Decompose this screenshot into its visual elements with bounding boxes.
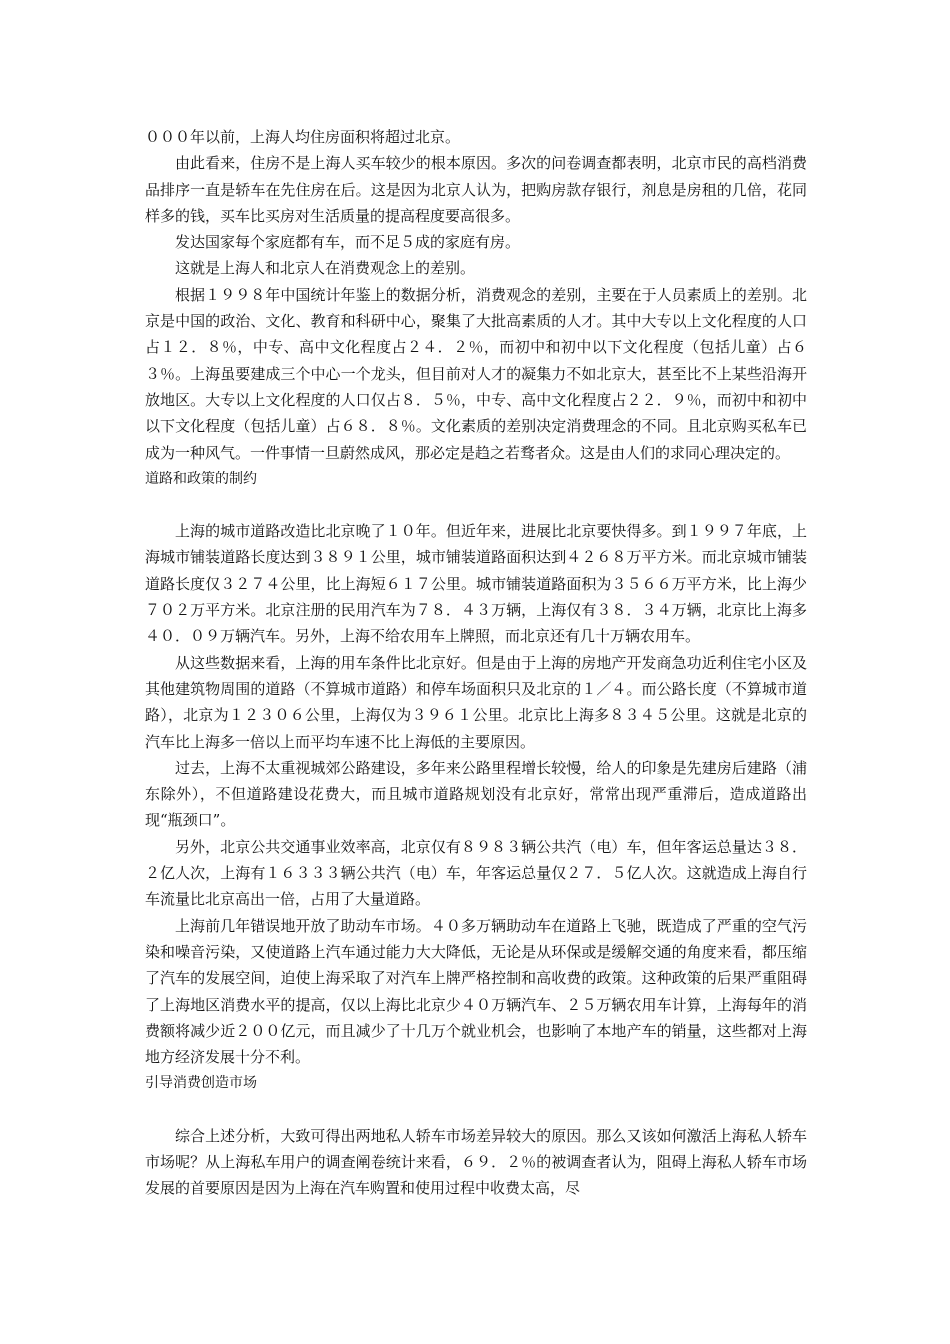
section-heading-roads-and-policy: 道路和政策的制约 bbox=[145, 470, 257, 487]
paragraph-road-construction: 上海的城市道路改造比北京晚了１０年。但近年来，进展比北京要快得多。到１９９７年底，上海城市铺装道路长度达到３８９１公里，城市铺装道路面积达到４２６８万平方米。而北京城市铺装道路长度仅３２７４公里，比上海短６１７公里。城市铺装道路面积为３５６６万平方米，比上海少７０２万平方米。北京注册的民用汽车为７８．４３万辆，上海仅有３８．３４万辆，北京比上海多４０．０９万辆汽车。另外，上海不给农用车上牌照，而北京还有几十万辆农用车。 bbox=[145, 522, 807, 646]
paragraph-road-conditions: 从这些数据来看，上海的用车条件比北京好。但是由于上海的房地产开发商急功近利住宅小区及其他建筑物周围的道路（不算城市道路）和停车场面积只及北京的１／４。而公路长度（不算城市道路），北京为１２３０６公里，上海仅为３９６１公里。北京比上海多８３４５公里。这就是北京的汽车比上海多一倍以上而平均车速不比上海低的主要原因。 bbox=[145, 653, 807, 751]
paragraph-housing-area-end: ０００年以前，上海人均住房面积将超过北京。 bbox=[145, 128, 461, 146]
section-heading-guide-consumption: 引导消费创造市场 bbox=[145, 1075, 257, 1092]
paragraph-education-statistics: 根据１９９８年中国统计年鉴上的数据分析，消费观念的差别，主要在于人员素质上的差别。北京是中国的政治、文化、教育和科研中心，聚集了大批高素质的人才。其中大专以上文化程度的人口占１２．８％，中专、高中文化程度占２４．２％，而初中和初中以下文化程度（包括儿童）占６３％。上海虽要建成三个中心一个龙头，但目前对人才的凝集力不如北京大，甚至比不上某些沿海开放地区。大专以上文化程度的人口仅占８．５％，中专、高中文化程度占２２．９％，而初中和初中以下文化程度（包括儿童）占６８．８％。文化素质的差别决定消费理念的不同。且北京购买私车已成为一种风气。一件事情一旦蔚然成风，那必定是趋之若骛者众。这是由人们的求同心理决定的。 bbox=[145, 285, 807, 462]
document-page bbox=[145, 124, 807, 1202]
paragraph-developed-countries: 发达国家每个家庭都有车，而不足５成的家庭有房。 bbox=[175, 233, 521, 252]
paragraph-activate-market: 综合上述分析，大致可得出两地私人轿车市场差异较大的原因。那么又该如何激活上海私人轿车市场呢？从上海私车用户的调查阐卷统计来看，６９．２％的被调查者认为，阻碍上海私人轿车市场发展的首要原因是因为上海在汽车购置和使用过程中收费太高，尽 bbox=[145, 1126, 807, 1198]
paragraph-public-transport: 另外，北京公共交通事业效率高，北京仅有８９８３辆公共汽（电）车，但年客运总量达３８．２亿人次，上海有１６３３３辆公共汽（电）车，年客运总量仅２７．５亿人次。这就造成上海自行车流量比北京高出一倍，占用了大量道路。 bbox=[145, 837, 807, 909]
paragraph-moped-market: 上海前几年错误地开放了助动车市场。４０多万辆助动车在道路上飞驰，既造成了严重的空气污染和噪音污染，又使道路上汽车通过能力大大降低，无论是从环保或是缓解交通的角度来看，都压缩了汽车的发展空间，迫使上海采取了对汽车上牌严格控制和高收费的政策。这种政策的后果严重阻碍了上海地区消费水平的提高，仅以上海比北京少４０万辆汽车、２５万辆农用车计算，上海每年的消费额将减少近２００亿元，而且减少了十几万个就业机会，也影响了本地产车的销量，这些都对上海地方经济发展十分不利。 bbox=[145, 916, 807, 1067]
paragraph-suburban-roads: 过去，上海不太重视城郊公路建设，多年来公路里程增长较慢，给人的印象是先建房后建路（浦东除外），不但道路建设花费大，而且城市道路规划没有北京好，常常出现严重滞后，造成道路出现“瓶颈口”。 bbox=[145, 758, 807, 830]
paragraph-housing-not-root-cause: 由此看来，住房不是上海人买车较少的根本原因。多次的问卷调查都表明，北京市民的高档消费品排序一直是轿车在先住房在后。这是因为北京人认为，把购房款存银行，剂息是房租的几倍，花同样多的钱，买车比买房对生活质量的提高程度要高很多。 bbox=[145, 154, 807, 225]
paragraph-consumption-concept-difference: 这就是上海人和北京人在消费观念上的差别。 bbox=[175, 259, 476, 278]
